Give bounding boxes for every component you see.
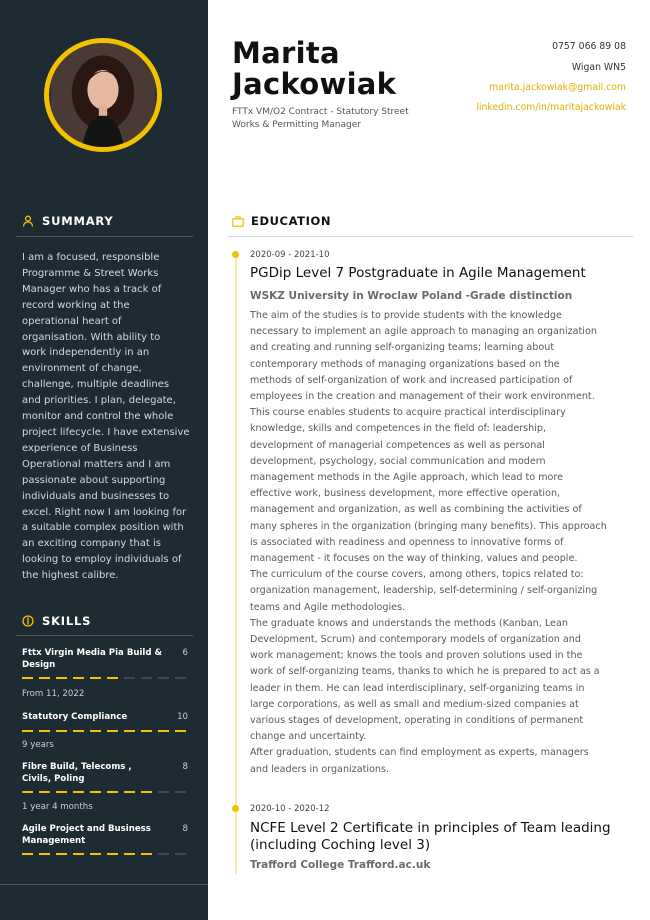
- level-segment-filled: [175, 730, 186, 732]
- skill-duration: From 11, 2022: [22, 689, 85, 699]
- avatar: [44, 38, 162, 152]
- divider: [16, 635, 193, 636]
- level-segment-filled: [141, 730, 152, 732]
- level-segment-filled: [22, 677, 33, 679]
- level-segment-filled: [39, 730, 50, 732]
- linkedin-link[interactable]: linkedin.com/in/maritajackowiak: [476, 102, 626, 113]
- skill-level: 6: [182, 648, 188, 658]
- location: Wigan WN5: [571, 62, 626, 73]
- level-segment-filled: [141, 791, 152, 793]
- user-icon: [22, 215, 34, 227]
- phone-number: 0757 066 89 08: [552, 41, 626, 52]
- level-segment-filled: [124, 730, 135, 732]
- skill-level: 8: [182, 824, 188, 834]
- level-segment-filled: [39, 791, 50, 793]
- education-date: 2020-09 - 2021-10: [250, 250, 330, 260]
- skills-heading-label: SKILLS: [42, 614, 92, 628]
- skill-level-bar: [22, 730, 188, 732]
- level-segment-empty: [175, 853, 186, 855]
- skill-duration: 1 year 4 months: [22, 802, 93, 812]
- level-segment-empty: [141, 677, 152, 679]
- education-institution: WSKZ University in Wroclaw Poland -Grade distinction: [250, 290, 573, 302]
- sidebar: [0, 0, 208, 920]
- skill-item: [22, 762, 188, 793]
- level-segment-filled: [73, 791, 84, 793]
- divider: [16, 236, 193, 237]
- level-segment-filled: [141, 853, 152, 855]
- level-segment-filled: [73, 677, 84, 679]
- education-degree: NCFE Level 2 Certificate in principles of Team leading (including Coching level 3): [250, 820, 611, 853]
- skill-item: [22, 648, 188, 679]
- education-institution: Trafford College Trafford.ac.uk: [250, 859, 431, 871]
- skill-level-bar: [22, 677, 188, 679]
- job-title: FTTx VM/O2 Contract - Statutory Street Works & Permitting Manager: [232, 107, 409, 130]
- skill-level-bar: [22, 853, 188, 855]
- first-name: Marita: [232, 36, 340, 70]
- profile-photo: [49, 43, 157, 147]
- level-segment-filled: [107, 730, 118, 732]
- level-segment-filled: [158, 730, 169, 732]
- level-segment-empty: [158, 853, 169, 855]
- level-segment-empty: [175, 677, 186, 679]
- level-segment-filled: [90, 677, 101, 679]
- level-segment-filled: [90, 791, 101, 793]
- level-segment-filled: [22, 791, 33, 793]
- level-segment-filled: [107, 853, 118, 855]
- skill-duration: 9 years: [22, 740, 54, 750]
- level-segment-empty: [158, 791, 169, 793]
- level-segment-filled: [22, 730, 33, 732]
- level-segment-filled: [56, 853, 67, 855]
- level-segment-filled: [107, 791, 118, 793]
- level-segment-filled: [22, 853, 33, 855]
- skills-heading: [22, 614, 91, 628]
- level-segment-filled: [73, 730, 84, 732]
- level-segment-empty: [124, 677, 135, 679]
- summary-text: I am a focused, responsible Programme & Street Works Manager who has a track of record working at the operational heart of organisation. With ability to work independently in an environment of change, challenge, multiple deadlines and priorities. I plan, delegate, monitor and control the whole project lifecycle. I have extensive experience of Business Operational matters and I am passionate about supporting individuals and businesses to excel. Right now I am looking for a suitable complex position with an exciting company that is looking to employ individuals of the highest calibre.: [22, 252, 190, 582]
- level-segment-empty: [175, 791, 186, 793]
- level-segment-filled: [124, 791, 135, 793]
- last-name: Jackowiak: [232, 67, 397, 101]
- education-heading: [232, 214, 331, 228]
- level-segment-filled: [39, 677, 50, 679]
- email-link[interactable]: marita.jackowiak@gmail.com: [489, 82, 626, 93]
- skill-item: [22, 824, 188, 855]
- briefcase-icon: [232, 216, 244, 227]
- summary-heading: [22, 214, 114, 228]
- education-date: 2020-10 - 2020-12: [250, 804, 330, 814]
- timeline-dot: [232, 805, 239, 812]
- target-icon: [22, 615, 34, 627]
- level-segment-filled: [107, 677, 118, 679]
- education-heading-label: EDUCATION: [251, 214, 332, 228]
- level-segment-empty: [158, 677, 169, 679]
- education-description: The aim of the studies is to provide students with the knowledge necessary to implement an agile approach to managing an organization and creating and running self-organizing teams; learning about contemporary methods of managing organizations based on the methods of self-organization of work and increased participation of employees in the creation and management of their work environment. This course enables students to acquire practical interdisciplinary knowledge, skills and competences in the field of: leadership, development of managerial competences as well as personal development, psychology, social communication and modern management methods in the Agile approach, which lead to more effective work, business development, more effective operation, management and organization, as well as combining the activities of many spheres in the organization (bringing many benefits). This approach is associated with readiness and openness to innovative forms of management - it focuses on the way of thinking, values and people. The curriculum of the course covers, among others, topics related to: organization management, leadership, self-determining / self-organizing teams and Agile methodologies. The graduate knows and understands the methods (Kanban, Lean Development, Scrum) and contemporary models of organization and work management; knows the tools and proven solutions used in the work of self-organizing teams, thanks to which he is prepared to act as a leader in them. He can lead interdisciplinary, self-organizing teams in large corporations, as well as small and medium-sized companies at various stages of development, operating in conditions of permanent change and uncertainty. After graduation, students can find employment as experts, managers and leaders in organizations.: [250, 310, 607, 775]
- timeline: [235, 254, 237, 874]
- education-degree: PGDip Level 7 Postgraduate in Agile Management: [250, 265, 586, 281]
- level-segment-filled: [73, 853, 84, 855]
- candidate-name: [232, 38, 396, 100]
- level-segment-filled: [90, 853, 101, 855]
- level-segment-filled: [56, 730, 67, 732]
- level-segment-filled: [39, 853, 50, 855]
- summary-heading-label: SUMMARY: [42, 214, 114, 228]
- skill-name: Fibre Build, Telecoms , Civils, Poling: [22, 762, 132, 784]
- skill-level: 8: [182, 762, 188, 772]
- skill-name: Statutory Compliance: [22, 712, 128, 722]
- skill-level: 10: [177, 712, 188, 722]
- level-segment-filled: [56, 791, 67, 793]
- timeline-dot: [232, 251, 239, 258]
- divider: [228, 236, 634, 237]
- level-segment-filled: [56, 677, 67, 679]
- level-segment-filled: [124, 853, 135, 855]
- level-segment-filled: [90, 730, 101, 732]
- skill-name: Agile Project and Business Management: [22, 824, 151, 846]
- skill-level-bar: [22, 791, 188, 793]
- skill-name: Fttx Virgin Media Pia Build & Design: [22, 648, 163, 670]
- skill-item: [22, 712, 188, 732]
- divider: [0, 884, 208, 885]
